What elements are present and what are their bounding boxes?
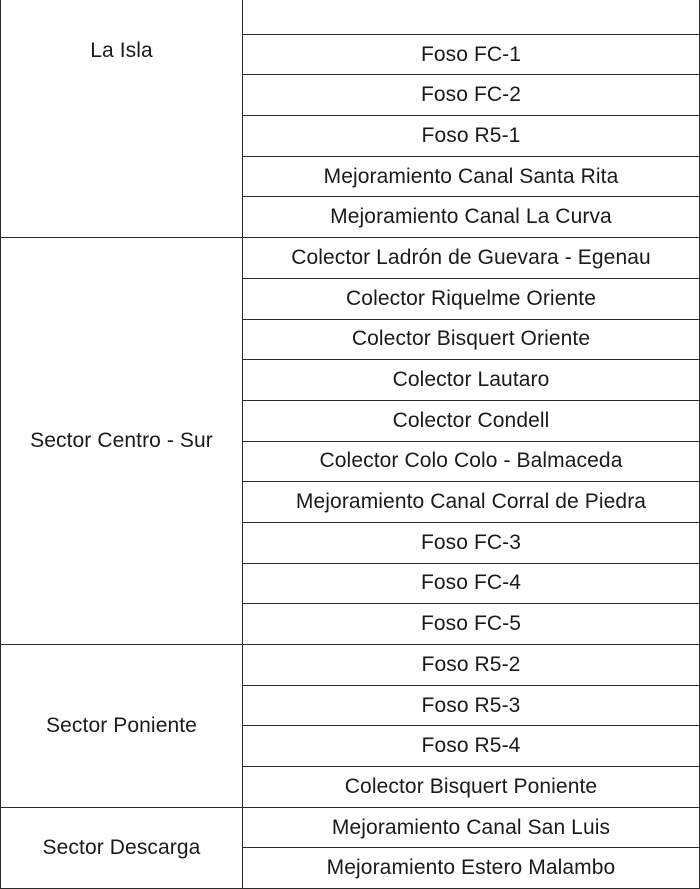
table-row	[1, 807, 700, 848]
work-cell: Colector Colo Colo - Balmaceda	[243, 441, 700, 482]
sector-name-cell: Sector Centro - Sur	[1, 238, 243, 645]
work-cell: Colector Bisquert Poniente	[243, 767, 700, 808]
work-cell: Colector Ladrón de Guevara - Egenau	[243, 238, 700, 279]
works-table-body	[1, 0, 700, 889]
work-cell: Mejoramiento Canal Santa Rita	[243, 156, 700, 197]
work-cell: Mejoramiento Canal San Luis	[243, 807, 700, 848]
work-cell: Colector Riquelme Oriente	[243, 278, 700, 319]
work-cell: Foso R5-1	[243, 116, 700, 157]
work-cell: Foso FC-2	[243, 75, 700, 116]
work-cell: Mejoramiento Estero Malambo	[243, 848, 700, 889]
sector-name-cell: La Isla	[1, 0, 243, 238]
work-cell: Foso FC-4	[243, 563, 700, 604]
work-cell: Foso R5-4	[243, 726, 700, 767]
table-row	[1, 0, 700, 34]
work-cell: Foso FC-3	[243, 522, 700, 563]
work-cell: Colector Condell	[243, 400, 700, 441]
work-cell: Mejoramiento Canal Corral de Piedra	[243, 482, 700, 523]
work-cell: Colector Bisquert Oriente	[243, 319, 700, 360]
work-cell: Colector Lautaro	[243, 360, 700, 401]
work-cell: Foso R5-2	[243, 645, 700, 686]
work-cell	[243, 0, 700, 34]
work-cell: Foso FC-1	[243, 34, 700, 75]
table-row	[1, 645, 700, 686]
work-cell: Mejoramiento Canal La Curva	[243, 197, 700, 238]
sector-name-cell: Sector Poniente	[1, 645, 243, 808]
sector-name-cell: Sector Descarga	[1, 807, 243, 888]
work-cell: Foso FC-5	[243, 604, 700, 645]
table-row	[1, 238, 700, 279]
work-cell: Foso R5-3	[243, 685, 700, 726]
